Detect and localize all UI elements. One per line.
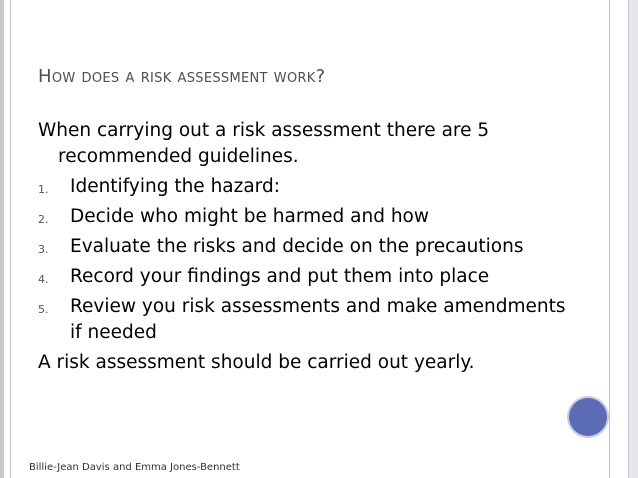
list-item-number: 2. <box>38 213 49 226</box>
closing-text: A risk assessment should be carried out yearly. <box>38 352 475 373</box>
right-border-inner <box>609 0 610 478</box>
list-item-text: Identifying the hazard: <box>70 176 280 197</box>
list-item <box>38 204 578 230</box>
footer-authors: Billie-Jean Davis and Emma Jones-Bennett <box>29 462 240 473</box>
slide-title: How does a risk assessment work? <box>38 66 326 87</box>
list-item-number: 5. <box>38 303 49 316</box>
list-item-text: Evaluate the risks and decide on the precautions <box>70 236 524 257</box>
list-item <box>38 234 578 260</box>
list-item-text: Decide who might be harmed and how <box>70 206 429 227</box>
intro-line-2: recommended guidelines. <box>58 146 299 167</box>
list-item-text: Review you risk assessments and make amendments if needed <box>70 296 566 343</box>
list-item-number: 3. <box>38 243 49 256</box>
right-border-outer <box>628 0 638 478</box>
list-item-number: 4. <box>38 273 49 286</box>
intro-text <box>38 118 558 170</box>
intro-line-1: When carrying out a risk assessment there are 5 <box>38 120 490 141</box>
list-item <box>38 264 578 290</box>
left-border-outer <box>0 0 4 478</box>
list-item <box>38 174 578 200</box>
list-item-text: Record your findings and put them into place <box>70 266 490 287</box>
left-border-inner <box>10 0 11 478</box>
decorative-circle-icon <box>569 398 607 436</box>
list-item <box>38 294 578 346</box>
list-item-number: 1. <box>38 183 49 196</box>
